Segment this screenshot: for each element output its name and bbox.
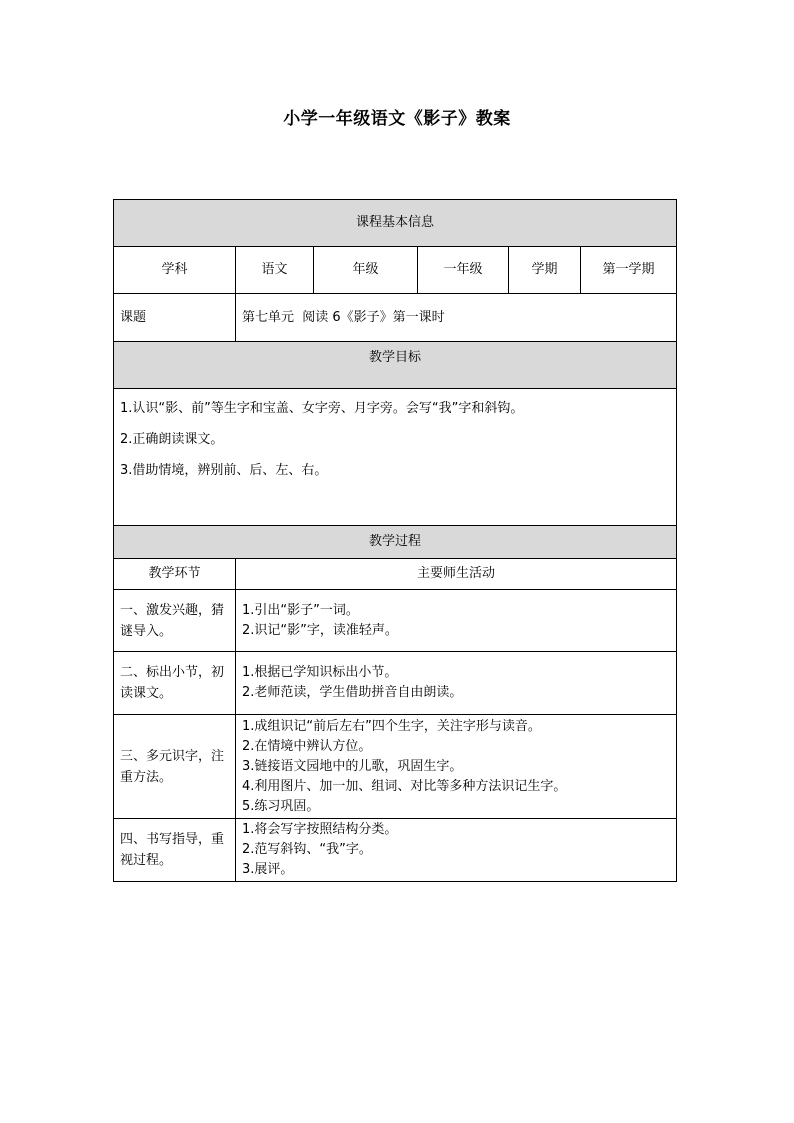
activity-cell [236, 652, 677, 715]
stage-cell: 二、标出小节，初读课文。 [114, 652, 236, 715]
document-title: 小学一年级语文《影子》教案 [283, 109, 511, 129]
activity-item: 1.引出“影子”一词。 [242, 602, 359, 618]
term-value: 第一学期 [581, 247, 677, 294]
basic-info-header: 课程基本信息 [114, 200, 677, 247]
goals-list [114, 389, 677, 526]
activity-cell [236, 715, 677, 819]
goals-header: 教学目标 [114, 342, 677, 389]
process-row [114, 819, 677, 882]
activity-item: 2.老师范读，学生借助拼音自由朗读。 [242, 685, 463, 700]
process-row [114, 590, 677, 652]
goal-item: 1.认识“影、前”等生字和宝盖、女字旁、月字旁。会写“我”字和斜钩。 [120, 401, 524, 416]
grade-value: 一年级 [418, 247, 509, 294]
activity-item: 2.识记“影”字，读准轻声。 [242, 622, 398, 638]
stage-cell: 一、激发兴趣，猜谜导入。 [114, 590, 236, 652]
process-column-header-row [114, 559, 677, 590]
goals-row [114, 389, 677, 526]
activity-item: 4.利用图片、加一加、组词、对比等多种方法识记生字。 [242, 778, 567, 794]
activity-item: 1.将会写字按照结构分类。 [242, 822, 398, 837]
basic-info-header-row [114, 200, 677, 247]
lesson-plan-table [113, 199, 677, 882]
activity-item: 1.根据已学知识标出小节。 [242, 665, 398, 680]
subject-value: 语文 [236, 247, 314, 294]
activity-cell [236, 819, 677, 882]
subject-label: 学科 [114, 247, 236, 294]
stage-cell: 三、多元识字，注重方法。 [114, 715, 236, 819]
topic-row [114, 294, 677, 342]
term-label: 学期 [509, 247, 581, 294]
subject-row [114, 247, 677, 294]
goal-item: 3.借助情境，辨别前、后、左、右。 [120, 463, 328, 478]
activity-item: 5.练习巩固。 [242, 798, 320, 814]
process-row [114, 715, 677, 819]
process-header: 教学过程 [114, 526, 677, 559]
process-header-row [114, 526, 677, 559]
topic-label: 课题 [114, 294, 236, 342]
activity-item: 2.范写斜钩、“我”字。 [242, 842, 372, 857]
stage-column-header: 教学环节 [114, 559, 236, 590]
goals-header-row [114, 342, 677, 389]
activity-item: 3.展评。 [242, 862, 294, 877]
process-row [114, 652, 677, 715]
activity-item: 1.成组识记“前后左右”四个生字，关注字形与读音。 [242, 718, 541, 734]
activity-cell [236, 590, 677, 652]
activity-item: 2.在情境中辨认方位。 [242, 738, 372, 754]
goal-item: 2.正确朗读课文。 [120, 432, 224, 447]
stage-cell: 四、书写指导，重视过程。 [114, 819, 236, 882]
activity-column-header: 主要师生活动 [236, 559, 677, 590]
grade-label: 年级 [314, 247, 418, 294]
topic-value: 第七单元 阅读 6《影子》第一课时 [236, 294, 677, 342]
activity-item: 3.链接语文园地中的儿歌，巩固生字。 [242, 758, 463, 774]
